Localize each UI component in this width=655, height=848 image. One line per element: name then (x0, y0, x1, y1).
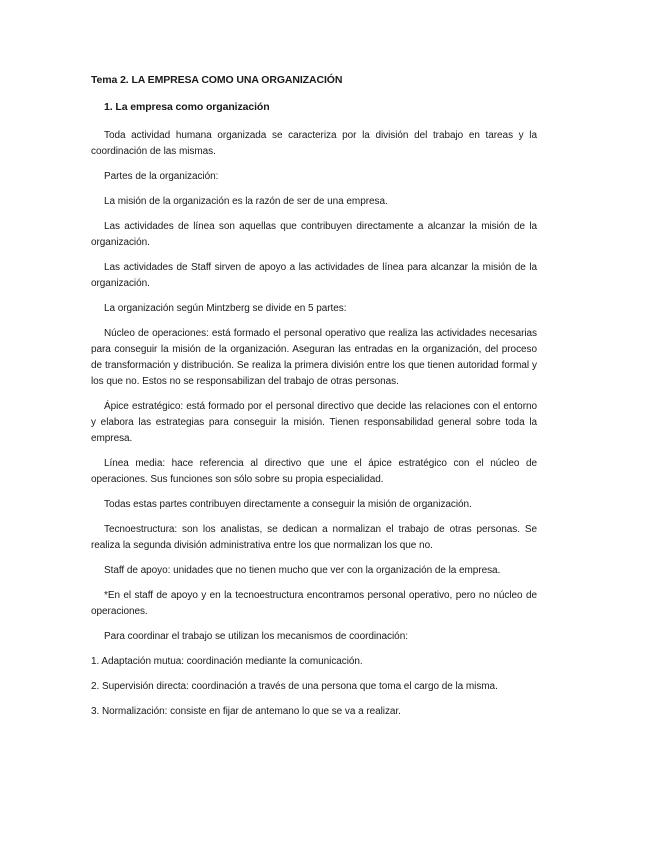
document-body (91, 73, 537, 729)
section-heading: 1. La empresa como organización (104, 101, 270, 113)
paragraph-technostructure: Tecnoestructura: son los analistas, se dedican a normalizan el trabajo de otras personas. Se realiza la segunda división administrativa entre los que normalizan los que no. (91, 524, 537, 551)
document-title: Tema 2. LA EMPRESA COMO UNA ORGANIZACIÓN (91, 74, 343, 86)
paragraph-all-parts: Todas estas partes contribuyen directamente a conseguir la misión de organización. (104, 499, 472, 510)
paragraph-operating-core: Núcleo de operaciones: está formado el personal operativo que realiza las actividades necesarias para conseguir la misión de la organización. Aseguran las entradas en la organización, del proceso de transformación y distribución. Se realiza la primera división entre los que tienen autoridad formal y los que no. Estos no se responsabilizan del trabajo de otras personas. (91, 328, 537, 387)
paragraph-parts-heading: Partes de la organización: (104, 171, 219, 182)
paragraph-middle-line: Línea media: hace referencia al directivo que une el ápice estratégico con el núcleo de operaciones. Sus funciones son sólo sobre su propia especialidad. (91, 458, 537, 485)
list-item-direct-supervision: 2. Supervisión directa: coordinación a través de una persona que toma el cargo de la misma. (91, 681, 498, 692)
paragraph-line-activities: Las actividades de línea son aquellas que contribuyen directamente a alcanzar la misión de la organización. (91, 221, 537, 248)
paragraph-strategic-apex: Ápice estratégico: está formado por el personal directivo que decide las relaciones con el entorno y elabora las estrategias para conseguir la misión. Tienen responsabilidad general sobre toda la empresa. (91, 401, 537, 444)
paragraph-note: *En el staff de apoyo y en la tecnoestructura encontramos personal operativo, pero no núcleo de operaciones. (91, 590, 537, 617)
paragraph-intro: Toda actividad humana organizada se caracteriza por la división del trabajo en tareas y la coordinación de las mismas. (91, 130, 537, 157)
list-item-standardization: 3. Normalización: consiste en fijar de antemano lo que se va a realizar. (91, 706, 401, 717)
list-item-mutual-adjustment: 1. Adaptación mutua: coordinación mediante la comunicación. (91, 656, 363, 667)
paragraph-support-staff: Staff de apoyo: unidades que no tienen mucho que ver con la organización de la empresa. (104, 565, 501, 576)
paragraph-staff-activities: Las actividades de Staff sirven de apoyo a las actividades de línea para alcanzar la misión de la organización. (91, 262, 537, 289)
paragraph-mission: La misión de la organización es la razón de ser de una empresa. (104, 196, 388, 207)
paragraph-mintzberg: La organización según Mintzberg se divide en 5 partes: (104, 303, 347, 314)
paragraph-coordination: Para coordinar el trabajo se utilizan los mecanismos de coordinación: (104, 631, 408, 642)
